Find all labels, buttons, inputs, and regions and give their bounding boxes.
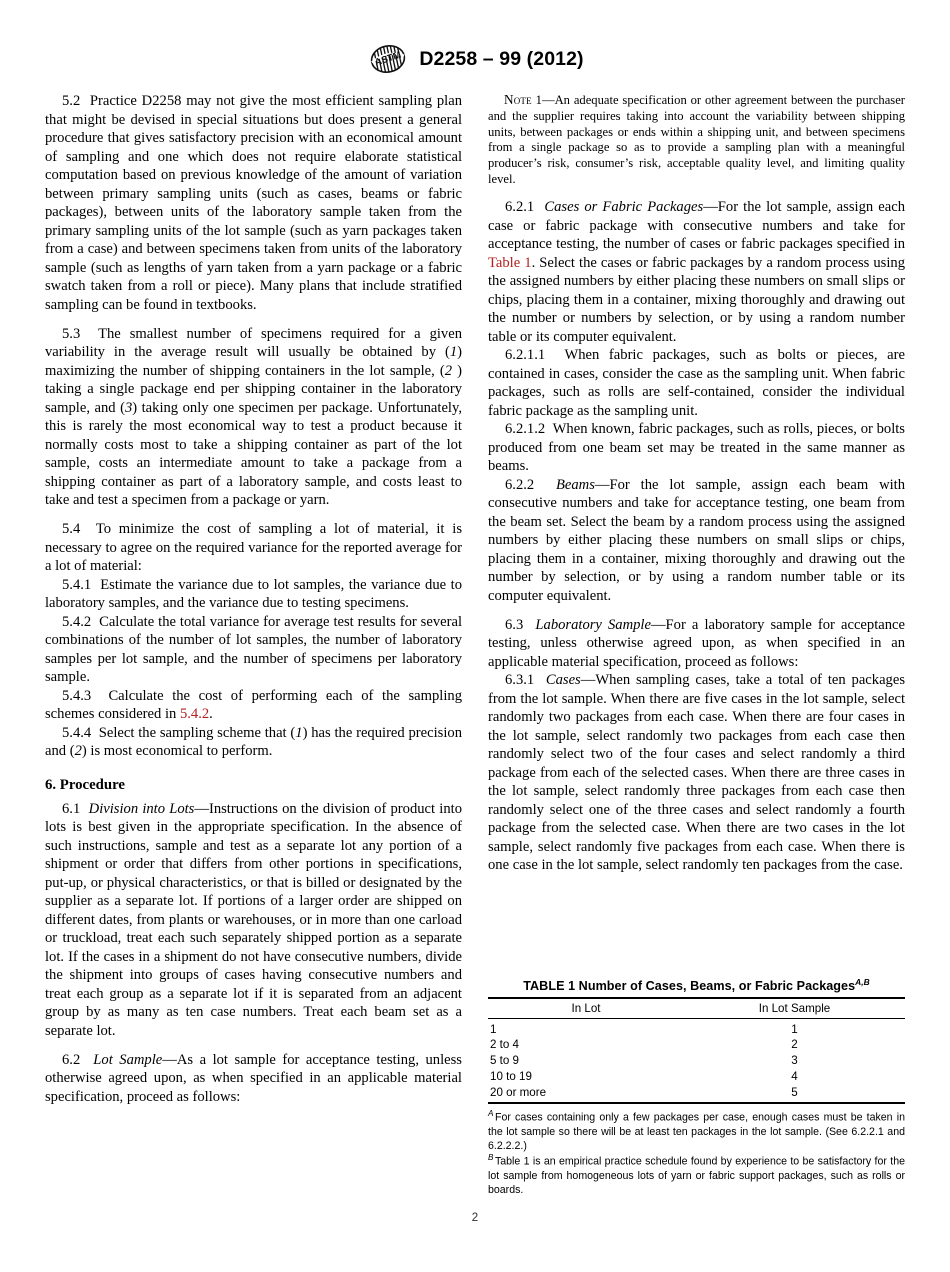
clause-number-5-4-3: 5.4.3	[62, 687, 92, 704]
cell-in-lot: 1	[490, 1022, 497, 1036]
table-1	[488, 997, 905, 1104]
clause-number-6-2-1-1: 6.2.1.1	[505, 347, 546, 364]
table-row	[488, 1053, 905, 1069]
cell-in-lot-sample: 3	[791, 1054, 798, 1068]
clause-number-5-3: 5.3	[62, 325, 81, 342]
enum-marker-2: 2	[74, 743, 82, 759]
paragraph-5-4-4	[45, 724, 462, 761]
enum-marker-1: 1	[449, 344, 458, 360]
cell-in-lot-sample: 5	[791, 1085, 798, 1099]
enum-marker-2: 2	[444, 362, 458, 379]
body-columns	[45, 92, 905, 1202]
clause-text-6-3: —For a laboratory sample for acceptance testing, unless otherwise agreed upon, as when specified in an applicable material specification, proceed as follows:	[488, 616, 905, 670]
clause-number-6-2-1: 6.2.1	[505, 199, 535, 216]
table-1-caption	[488, 977, 905, 997]
clause-number-5-2: 5.2	[62, 93, 81, 109]
enum-marker-3: 3	[124, 399, 133, 416]
clause-number-6-2-1-2: 6.2.1.2	[505, 421, 546, 438]
clause-number-5-4-2: 5.4.2	[62, 613, 92, 630]
table-1-head	[488, 998, 905, 1019]
table-row	[488, 1019, 905, 1037]
note-label: Note	[504, 92, 532, 107]
clause-text-6-3-1: —When sampling cases, take a total of ten packages from the lot sample. When there are five cases in the lot sample, select randomly two packages from each case. When there are four cases in the lot sample, select randomly two packages from each case then randomly select two of the four cases and select randomly a third package from each of the selected cases. When there are three cases in the lot sample, select randomly three packages from each case then randomly select one of the three cases and select randomly a fourth package from the selected case. When there are two cases in the lot sample, select randomly five packages from each case. When there is one case in the lot sample, select randomly ten packages from the case.	[488, 672, 905, 874]
clause-text-6-2: —As a lot sample for acceptance testing, unless otherwise agreed upon, as when specified in an applicable material specification, proceed as follows:	[45, 1051, 462, 1105]
clause-text-5-4-3-a: Calculate the cost of performing each of the sampling schemes considered in	[45, 687, 462, 722]
table-header-row	[488, 998, 905, 1019]
cell-in-lot-sample: 4	[791, 1070, 798, 1084]
clause-number-6-2-2: 6.2.2	[505, 476, 535, 493]
paragraph-6-3-1	[488, 671, 905, 875]
clause-text-5-4-1: Estimate the variance due to lot samples, the variance due to laboratory samples, and the variance due to testing specimens.	[45, 576, 462, 611]
clause-text-5-4-4-b: ) has the required precision and (	[45, 724, 462, 759]
clause-text-6-2-1-2: When known, fabric packages, such as rolls, pieces, or bolts produced from one beam set may be treated in the same manner as beams.	[488, 421, 905, 475]
paragraph-6-3	[488, 616, 905, 672]
clause-number-5-4-1: 5.4.1	[62, 576, 92, 593]
left-column	[45, 92, 462, 1106]
astm-logo-icon	[366, 44, 410, 74]
cell-in-lot: 5 to 9	[490, 1054, 520, 1068]
table-row	[488, 1084, 905, 1103]
paragraph-6-1	[45, 800, 462, 1041]
paragraph-6-2-1-2	[488, 420, 905, 476]
cell-in-lot-sample: 2	[791, 1038, 798, 1052]
cell-in-lot: 20 or more	[490, 1085, 547, 1099]
clause-text-6-2-1-a: —For the lot sample, assign each case or fabric package with consecutive numbers and take for acceptance testing, the number of cases or fabric packages specified in	[488, 199, 905, 253]
cell-in-lot: 2 to 4	[490, 1038, 520, 1052]
clause-text-6-2-2: —For the lot sample, assign each beam with consecutive numbers and take for acceptance testing, one beam from the beam set. Select the beam by a random process using the assigned numbers by either placing these numbers on small slips or chips, placing them in a container, mixing thoroughly and drawing out the number by selection, or by using a random number table or its computer equivalent.	[488, 476, 906, 604]
clause-number-6-3: 6.3	[505, 616, 524, 633]
table-row	[488, 1069, 905, 1085]
cross-reference-link-table-1[interactable]: Table 1	[488, 254, 532, 271]
paragraph-6-2-1-1	[488, 346, 905, 420]
page-number: 2	[471, 1212, 479, 1224]
clause-title-6-3-1: Cases	[545, 672, 581, 689]
clause-text-5-4-2: Calculate the total variance for average test results for several combinations of the number of lot samples, the number of laboratory samples per lot sample, and the number of specimens per laboratory sample.	[45, 613, 463, 685]
document-title: D2258 – 99 (2012)	[419, 47, 584, 70]
table-1-caption-footnote-marks: A,B	[855, 977, 870, 987]
page-header	[0, 44, 950, 74]
clause-text-5-4: To minimize the cost of sampling a lot of material, it is necessary to agree on the required variance for the reported average for a lot of material:	[45, 521, 462, 574]
enum-marker-1: 1	[295, 724, 303, 741]
clause-text-5-3-d: ) taking only one specimen per package. Unfortunately, this is rarely the most economical way to test a product because it normally costs most to take a shipping container as part of the lot sample, costs an intermediate amount to take a package from a shipping container as part of a laboratory sample, and costs least to take and test a specimen from a package or yarn.	[45, 399, 462, 508]
clause-number-6-3-1: 6.3.1	[505, 672, 535, 689]
table-1-footnotes	[488, 1109, 905, 1197]
clause-title-6-3: Laboratory Sample	[535, 616, 651, 633]
paragraph-6-2-1	[488, 198, 905, 346]
paragraph-6-2-2	[488, 476, 905, 606]
clause-number-6-2: 6.2	[62, 1051, 81, 1068]
clause-text-5-3-b: ) maximizing the number of shipping containers in the lot sample, (	[45, 344, 462, 379]
clause-text-6-2-1-b: . Select the cases or fabric packages by a random process using the assigned numbers by either placing these numbers on small slips or chips, placing them in a container, mixing thoroughly and drawing out the number or numbers by selection, or by using a random number table or its computer equivalent.	[488, 254, 905, 345]
cell-in-lot: 10 to 19	[490, 1070, 532, 1084]
table-footnote-a	[488, 1109, 905, 1153]
paragraph-5-4-2	[45, 613, 462, 687]
footnote-b-text: Table 1 is an empirical practice schedule found by experience to be satisfactory for the lot sample from homogeneous lots of yarn or fabric support packages, such as rolls or boards.	[488, 1155, 905, 1196]
cell-in-lot-sample: 1	[791, 1022, 798, 1036]
note-number: 1	[531, 93, 542, 107]
table-1-caption-text: TABLE 1 Number of Cases, Beams, or Fabric Packages	[523, 979, 856, 994]
paragraph-5-4-3	[45, 687, 462, 724]
paragraph-5-3	[45, 325, 462, 510]
clause-text-5-4-3-b: .	[209, 706, 213, 722]
svg-text:ASTM: ASTM	[373, 49, 403, 69]
note-text: —An adequate specification or other agreement between the purchaser and the supplier requires taking into account the variability between shipping units, between packages or ends within a shipping unit, and between specimens from a single package so as to provide a sampling plan with a meaningful producer’s risk, consumer’s risk, acceptable quality level, and limiting quality level.	[488, 93, 905, 186]
footnote-a-text: For cases containing only a few packages per case, enough cases must be taken in the lot sample so there will be at least ten packages in the lot sample. (See 6.2.2.1 and 6.2.2.2.)	[488, 1111, 905, 1152]
clause-text-5-3-a: The smallest number of specimens required for a given variability in the average result will usually be obtained by (	[45, 325, 462, 360]
paragraph-5-4	[45, 520, 462, 576]
clause-number-5-4-4: 5.4.4	[62, 724, 92, 741]
clause-text-6-1: —Instructions on the division of product into lots is best given in the appropriate specification. In the absence of such instructions, sample and test as a separate lot any portion of a shipment or order that differs from other portions in specifications, put-up, or physical characteristics, or that is billed or designated by the supplier as a separate lot. If portions of a larger order are shipped on different dates, from plants or warehouses, or in more than one carload or truckload, treat each such separately shipped portion as a separate lot. If the cases in a shipment do not have consecutive numbers, divide the shipment into groups of cases having consecutive numbers and treat each group as a separate lot if it is separated from an adjacent group by as many as ten case numbers. Treat each beam set as a separate lot.	[45, 800, 462, 1039]
footnote-mark-a: A	[488, 1109, 494, 1119]
table-column-header-in-lot-sample: In Lot Sample	[684, 998, 905, 1019]
table-1-block	[488, 977, 905, 1197]
clause-text-5-2: Practice D2258 may not give the most efficient sampling plan that might be devised in special situations but does present a general procedure that gives satisfactory precision with an economical amount of sampling and one which does not require elaborate statistical computation based on previous knowledge of the amount of variation between primary sampling units (such as cases, beams or fabric packages), between units of the laboratory sample taken from the primary sampling units of the lot sample (such as yarn packages taken from a case) and between specimens taken from units of the laboratory sample (such as lengths of yarn taken from a yarn package or a fabric swatch taken from a roll or piece). Many plans that include stratified sampling can be found in textbooks.	[45, 93, 462, 313]
section-heading-6: 6. Procedure	[45, 776, 125, 793]
note-1	[488, 92, 905, 188]
clause-title-6-2-2: Beams	[555, 476, 595, 493]
clause-text-5-4-4-a: Select the sampling scheme that (	[98, 724, 296, 741]
table-row	[488, 1037, 905, 1053]
clause-title-6-2: Lot Sample	[93, 1051, 163, 1068]
paragraph-5-4-1	[45, 576, 462, 613]
table-column-header-in-lot: In Lot	[488, 998, 684, 1019]
right-column	[488, 92, 905, 875]
clause-text-5-4-4-c: ) is most economical to perform.	[81, 743, 273, 759]
table-1-body	[488, 1019, 905, 1104]
paragraph-5-2	[45, 92, 462, 314]
clause-number-6-1: 6.1	[62, 800, 81, 817]
table-footnote-b	[488, 1153, 905, 1197]
paragraph-6-2	[45, 1051, 462, 1107]
clause-title-6-1: Division into Lots	[88, 800, 195, 817]
cross-reference-link-5-4-2[interactable]: 5.4.2	[179, 706, 210, 722]
clause-text-6-2-1-1: When fabric packages, such as bolts or pieces, are contained in cases, consider the case as the sampling unit. When fabric packages, such as rolls are self-contained, consider the individual fabric package as the sampling unit.	[488, 347, 905, 419]
clause-number-5-4: 5.4	[62, 521, 81, 537]
clause-text-5-3-c: ) taking a single package end per shipping container in the laboratory sample, and (	[45, 362, 463, 416]
footnote-mark-b: B	[488, 1153, 494, 1163]
clause-title-6-2-1: Cases or Fabric Packages	[544, 199, 704, 216]
